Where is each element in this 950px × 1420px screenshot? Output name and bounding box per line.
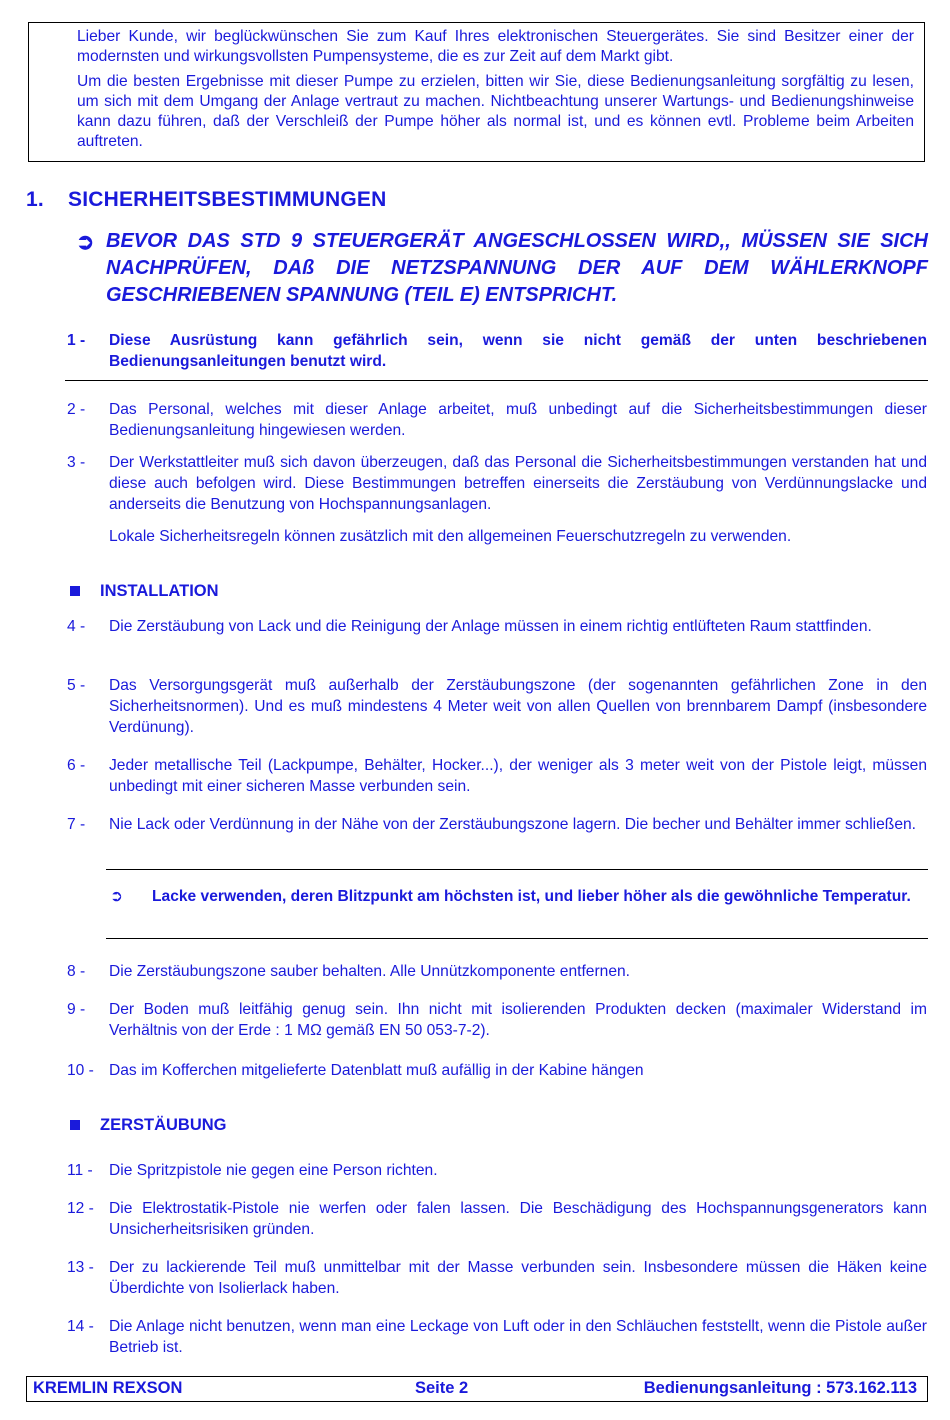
square-bullet-icon [70,586,80,596]
item-number: 4 - [67,618,86,635]
footer-manual-number: Bedienungsanleitung : 573.162.113 [643,1379,917,1397]
divider [65,380,928,381]
list-item [67,675,927,738]
list-item [67,961,927,982]
intro-box [28,22,925,162]
item-number: 9 - [67,1001,86,1018]
item-number: 1 - [67,332,86,349]
square-bullet-icon [70,1120,80,1130]
item-text: Jeder metallische Teil (Lackpumpe, Behälter, Hocker...), der weniger als 3 meter weit von der Pistole leigt, müssen unbedingt mit einer sicheren Masse verbunden sein. [109,757,927,795]
note-block [110,886,928,907]
divider [106,938,928,939]
subsection-title: ZERSTÄUBUNG [100,1116,227,1134]
warning-block [76,228,928,309]
item-number: 14 - [67,1318,94,1335]
item-number: 5 - [67,677,86,694]
item-text: Der Boden muß leitfähig genug sein. Ihn nicht mit isolierenden Produkten decken (maximaler Widerstand im Verhältnis von der Erde : 1 MΩ gemäß EN 50 053-7-2). [109,1001,927,1039]
item-number: 6 - [67,757,86,774]
list-item [67,330,927,372]
arrow-right-icon: ➲ [76,229,95,254]
item-text: Der zu lackierende Teil muß unmittelbar mit der Masse verbunden sein. Insbesondere müssen die Häken keine Überdichte von Isolierlack haben. [109,1259,927,1297]
item-number: 3 - [67,454,86,471]
note-text: Lacke verwenden, deren Blitzpunkt am höchsten ist, und lieber höher als die gewöhnliche Temperatur. [152,888,911,905]
item-number: 7 - [67,816,86,833]
item-text: Das Versorgungsgerät muß außerhalb der Zerstäubungszone (der sogenannten gefährlichen Zone in den Sicherheitsnormen). Und es muß mindestens 4 Meter weit von allen Quellen von brennbarem Dampf (insbesondere Verdünung). [109,677,927,736]
section-heading [26,188,386,212]
item-number: 11 - [67,1162,93,1179]
item-text: Nie Lack oder Verdünnung in der Nähe von der Zerstäubungszone lagern. Die becher und Behälter immer schließen. [109,816,917,833]
item-text: Die Elektrostatik-Pistole nie werfen oder falen lassen. Die Beschädigung des Hochspannungsgenerators kann Unsicherheitsrisiken gründen. [109,1200,927,1238]
list-item [67,452,927,515]
list-item [67,814,927,835]
subsection-title: INSTALLATION [100,582,219,600]
list-item [67,999,927,1041]
list-item [67,1257,927,1299]
section-title: SICHERHEITSBESTIMMUNGEN [68,188,387,211]
divider [106,869,928,870]
list-item [67,1198,927,1240]
list-item-continuation [67,526,927,547]
list-item [67,1160,927,1181]
item-text: Diese Ausrüstung kann gefährlich sein, wenn sie nicht gemäß der unten beschriebenen Bedienungsanleitungen benutzt wird. [109,332,927,370]
item-text: Die Zerstäubungszone sauber behalten. Alle Unnützkomponente entfernen. [109,963,631,980]
warning-text: BEVOR DAS STD 9 STEUERGERÄT ANGESCHLOSSEN WIRD,, MÜSSEN SIE SICH NACHPRÜFEN, DAß DIE NETZSPANNUNG DER AUF DEM WÄHLERKNOPF GESCHRIEBENEN SPANNUNG (TEIL E) ENTSPRICHT. [106,230,928,306]
item-text: Die Zerstäubung von Lack und die Reinigung der Anlage müssen in einem richtig entlüfteten Raum stattfinden. [109,618,872,635]
intro-paragraph-2: Um die besten Ergebnisse mit dieser Pumpe zu erzielen, bitten wir Sie, diese Bedienungsanleitung sorgfältig zu lesen, um sich mit dem Umgang der Anlage vertraut zu machen. Nichtbeachtung unserer Wartungs- und Bedienungshinweise kann dazu führen, daß der Verschleiß der Pumpe höher als normal ist, und es können evtl. Probleme beim Arbeiten auftreten. [77,73,914,150]
page-footer [26,1376,928,1402]
subsection-zerstaeubung [68,1116,227,1135]
section-number: 1. [26,188,44,211]
list-item [67,616,927,637]
list-item [67,1316,927,1358]
item-number: 8 - [67,963,86,980]
list-item [67,399,927,441]
item-text: Die Anlage nicht benutzen, wenn man eine Leckage von Luft oder in den Schläuchen feststellt, wenn die Pistole außer Betrieb ist. [109,1318,927,1356]
list-item [67,1060,927,1081]
intro-paragraph-1: Lieber Kunde, wir beglückwünschen Sie zum Kauf Ihres elektronischen Steuergerätes. Sie sind Besitzer einer der modernsten und wirkungsvollsten Pumpensysteme, die es zur Zeit auf dem Markt gibt. [77,28,914,65]
item-text: Lokale Sicherheitsregeln können zusätzlich mit den allgemeinen Feuerschutzregeln zu verwenden. [109,528,792,545]
item-number: 2 - [67,401,86,418]
item-text: Das im Kofferchen mitgelieferte Datenblatt muß aufällig in der Kabine hängen [109,1062,644,1079]
footer-company: KREMLIN REXSON [33,1379,183,1397]
item-text: Der Werkstattleiter muß sich davon überzeugen, daß das Personal die Sicherheitsbestimmungen verstanden hat und diese auch befolgen wird. Diese Bestimmungen betreffen einerseits die Zerstäubung von Verdünnungslacke und anderseits die Benutzung von Hochspannungsanlagen. [109,454,927,513]
item-number: 10 - [67,1062,94,1079]
arrow-right-icon: ➲ [110,888,124,905]
subsection-installation [68,582,219,601]
item-text: Das Personal, welches mit dieser Anlage arbeitet, muß unbedingt auf die Sicherheitsbestimmungen dieser Bedienungsanleitung hingewiesen werden. [109,401,927,439]
item-number: 12 - [67,1200,94,1217]
item-number: 13 - [67,1259,94,1276]
list-item [67,755,927,797]
footer-page-number: Seite 2 [415,1379,469,1397]
item-text: Die Spritzpistole nie gegen eine Person richten. [109,1162,438,1179]
